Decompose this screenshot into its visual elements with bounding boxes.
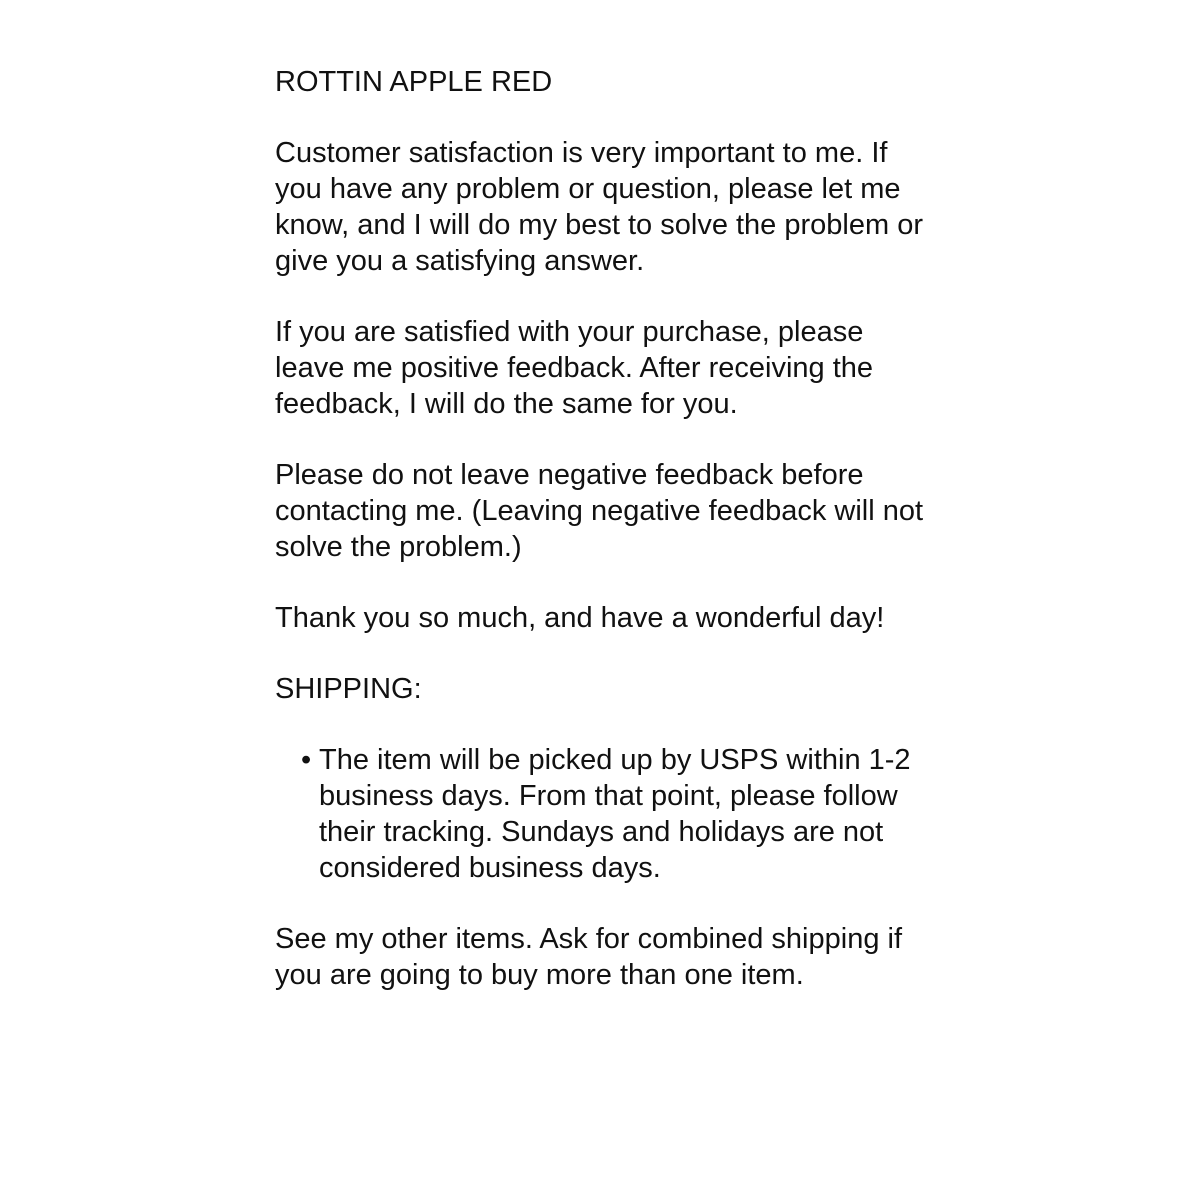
paragraph-negative-feedback: Please do not leave negative feedback before contacting me. (Leaving negative feedback will not solve the problem.)	[275, 459, 924, 563]
paragraph-thank-you: Thank you so much, and have a wonderful day!	[275, 602, 885, 634]
paragraph-feedback: If you are satisfied with your purchase, please leave me positive feedback. After receiving the feedback, I will do the same for you.	[275, 316, 874, 420]
list-item	[275, 742, 935, 886]
bullet-icon: •	[301, 744, 312, 776]
shipping-item-text: The item will be picked up by USPS within 1-2 business days. From that point, please follow their tracking. Sundays and holidays are not considered business days.	[319, 744, 911, 884]
paragraph-closing: See my other items. Ask for combined shipping if you are going to buy more than one item.	[275, 923, 903, 991]
shipping-section	[275, 671, 935, 886]
shipping-list	[275, 742, 935, 886]
paragraph-satisfaction: Customer satisfaction is very important to me. If you have any problem or question, please let me know, and I will do my best to solve the problem or give you a satisfying answer.	[275, 137, 923, 277]
listing-description	[275, 64, 935, 1028]
listing-title: ROTTIN APPLE RED	[275, 66, 553, 98]
shipping-heading: SHIPPING:	[275, 673, 422, 705]
